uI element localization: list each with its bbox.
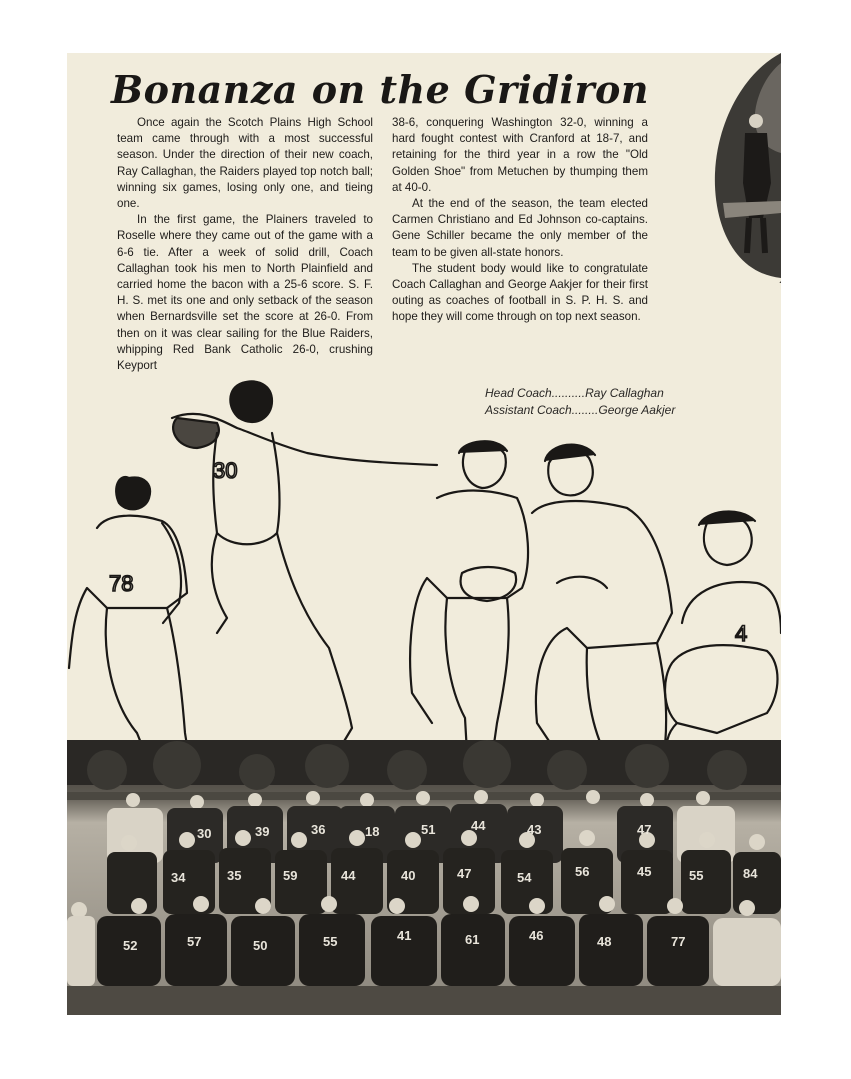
jersey-number: 77 [671,934,686,949]
article-paragraph: In the first game, the Plainers traveled to Roselle where they came out of the game with a 6-6 tie. After a week of solid drill, Coach Callaghan took his men to North Plainfield and carried home the bacon with a 25-6 score. S. F. H. S. met its one and only setback of the season when Bernardsville set the score at 26-0. From then on it was clear sailing for the Blue Raiders, whipping Red Bank Catholic 26-0, crushing Keyport [117,213,373,373]
jersey-number: 46 [529,928,544,943]
jersey-number: 44 [471,818,486,833]
credit-role: Assistant Coach [485,403,572,417]
jersey-number: 35 [227,868,242,883]
coach-kneeling-drawing [410,441,528,758]
jersey-number: 52 [123,938,138,953]
jersey-number-78: 78 [109,571,134,596]
illustration-jersey-numbers [109,458,747,646]
jersey-number: 51 [421,822,436,837]
credit-leader: .......... [551,386,586,400]
jersey-number: 54 [517,870,532,885]
jersey-number: 55 [323,934,338,949]
credit-name: Ray Callaghan [585,386,664,400]
jersey-number: 61 [465,932,480,947]
team-photograph [67,740,781,1015]
jersey-number: 55 [689,868,704,883]
jersey-number: 36 [311,822,326,837]
jersey-number: 47 [457,866,472,881]
jersey-number: 44 [341,868,356,883]
jersey-number: 41 [397,928,412,943]
jersey-number: 18 [365,824,380,839]
article-column-right [392,115,648,326]
jersey-number: 59 [283,868,298,883]
player-30-drawing [172,381,437,753]
credit-leader: ........ [571,403,599,417]
jersey-number-30: 30 [213,458,238,483]
article-paragraph: At the end of the season, the team elected Carmen Christiano and Ed Johnson co-captains. Gene Schiller became the only member of the team to be given all-state honors. [392,197,648,259]
coach-crouching-drawing [532,445,672,773]
corner-player-photo [693,53,781,283]
jersey-number-4: 4 [735,621,748,646]
article-title: Bonanza on the Gridiron [111,67,649,112]
credit-role: Head Coach [485,386,552,400]
jersey-number: 45 [637,864,652,879]
article-paragraph: 38-6, conquering Washington 32-0, winning a hard fought contest with Cranford at 18-7, and retaining for the third year in a row the "Old Golden Shoe" from Metuchen by thumping them at 40-0. [392,116,648,194]
jersey-number: 57 [187,934,202,949]
jersey-number: 84 [743,866,758,881]
jersey-number: 56 [575,864,590,879]
jersey-number: 30 [197,826,212,841]
article-column-left [117,115,373,374]
player-78-drawing [69,477,189,758]
yearbook-page [67,53,781,1015]
jersey-number: 50 [253,938,268,953]
jersey-number: 40 [401,868,416,883]
article-paragraph: The student body would like to congratulate Coach Callaghan and George Aakjer for their first outing as coaches of football in S. P. H. S. and hope they will come through on top next season. [392,261,648,324]
jersey-number: 43 [527,822,542,837]
jersey-number: 39 [255,824,270,839]
football-illustration [67,373,781,793]
jersey-number: 47 [637,822,652,837]
credit-name: George Aakjer [598,403,676,417]
jersey-number: 48 [597,934,612,949]
jersey-number: 34 [171,870,186,885]
article-paragraph: Once again the Scotch Plains High School team came through with a most successful season. Under the direction of their new coach, Ray Callaghan, the Raiders played top notch ball; winning six games, losing only one, and tieing one. [117,116,373,211]
